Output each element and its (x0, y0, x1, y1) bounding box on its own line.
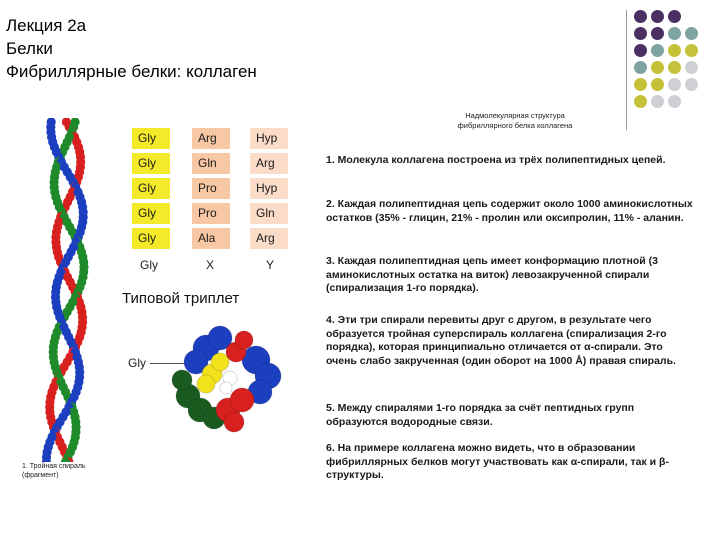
table-cell: Arg (192, 128, 230, 149)
table-footer-label: Gly (140, 258, 158, 272)
title-line-2: Белки (6, 39, 53, 58)
decorative-dot (651, 10, 664, 23)
helix-caption (22, 462, 86, 480)
slide-title (6, 14, 257, 83)
decorative-dot (634, 61, 647, 74)
triplet-caption: Типовой триплет (122, 290, 240, 307)
point-item: 4. Эти три спирали перевиты друг с другом, в результате чего образуется тройная суперспираль коллагена (спирализация 2-го порядка), которая принципиально отличается от α-спирали. Это очень слабо закрученная (один оборот на 1000 Å) правая спираль. (326, 314, 676, 367)
structure-subtitle (400, 111, 630, 131)
decorative-dot (685, 27, 698, 40)
point-item: 1. Молекула коллагена построена из трёх полипептидных цепей. (326, 154, 666, 166)
decorative-dot (634, 27, 647, 40)
table-footer-label: Y (266, 258, 275, 272)
title-line-1: Лекция 2а (6, 16, 87, 35)
point-item: 3. Каждая полипептидная цепь имеет конформацию плотной (3 аминокислотных остатка на виток) левозакрученной спирали (спирализация 1-го порядка). (326, 255, 659, 294)
point-item: 6. На примере коллагена можно видеть, что в образовании фибриллярных белков могут участвовать как α-спирали, так и β-структуры. (326, 442, 669, 481)
table-cell: Gly (132, 178, 170, 199)
table-footer-label: X (206, 258, 215, 272)
decorative-dot-grid (634, 10, 716, 120)
decorative-dot (685, 61, 698, 74)
table-cell: Gly (132, 228, 170, 249)
helix-caption-line-1: 1. Тройная спираль (22, 463, 86, 470)
decorative-dot (668, 10, 681, 23)
point-item: 2. Каждая полипептидная цепь содержит около 1000 аминокислотных остатков (35% - глицин, 21% - пролин или оксипролин, 11% - аланин. (326, 198, 693, 224)
decorative-dot (634, 10, 647, 23)
decorative-dot (651, 44, 664, 57)
model-atom (220, 382, 232, 394)
table-cell: Gly (132, 153, 170, 174)
table-cell: Arg (250, 228, 288, 249)
decorative-dot (685, 44, 698, 57)
title-line-3: Фибриллярные белки: коллаген (6, 62, 257, 81)
decorative-dot (668, 61, 681, 74)
decorative-dot (651, 78, 664, 91)
table-cell: Hyp (250, 128, 288, 149)
amino-acid-table (132, 128, 288, 278)
model-atom (235, 331, 253, 349)
model-atom (197, 375, 215, 393)
point-item: 5. Между спиралями 1-го порядка за счёт пептидных групп образуются водородные связи. (326, 402, 635, 428)
triple-helix-illustration (28, 118, 100, 490)
table-cell: Ala (192, 228, 230, 249)
model-atom (224, 412, 244, 432)
gly-pointer-label: Gly (128, 356, 146, 370)
decorative-dot (651, 61, 664, 74)
table-cell: Gly (132, 203, 170, 224)
decorative-dot (634, 78, 647, 91)
table-cell: Gln (192, 153, 230, 174)
space-filling-model (168, 318, 288, 436)
decorative-dot (668, 95, 681, 108)
decorative-dot (685, 78, 698, 91)
model-atom (230, 388, 254, 412)
model-atom (172, 370, 192, 390)
subtitle-line-2: фибриллярного белка коллагена (457, 121, 573, 130)
table-cell: Hyp (250, 178, 288, 199)
table-cell: Arg (250, 153, 288, 174)
decorative-dot (668, 44, 681, 57)
table-cell: Gln (250, 203, 288, 224)
decorative-dot (634, 95, 647, 108)
decorative-dot (668, 78, 681, 91)
table-cell: Gly (132, 128, 170, 149)
decorative-dot (668, 27, 681, 40)
table-cell: Pro (192, 203, 230, 224)
decorative-dot (651, 95, 664, 108)
decorative-dot (651, 27, 664, 40)
subtitle-line-1: Надмолекулярная структура (465, 111, 565, 120)
table-cell: Pro (192, 178, 230, 199)
decorative-dot (634, 44, 647, 57)
helix-caption-line-2: (фрагмент) (22, 472, 59, 479)
